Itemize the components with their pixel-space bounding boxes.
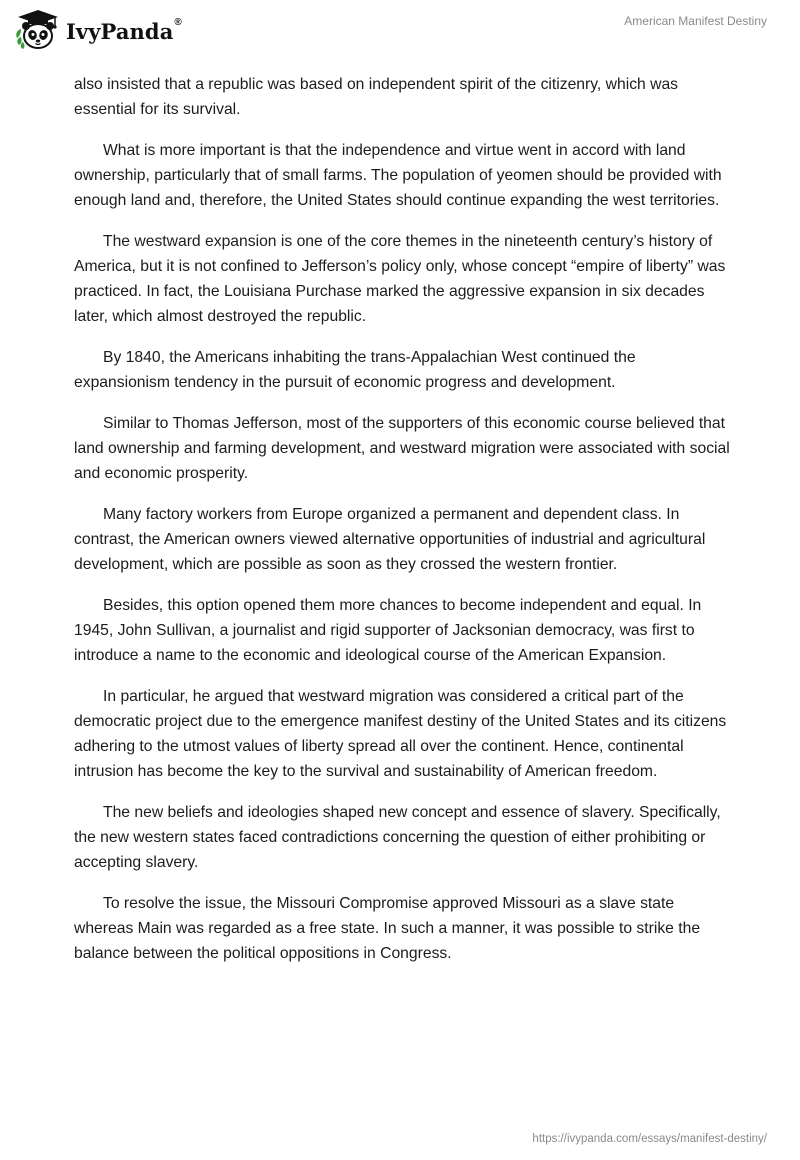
- paragraph: To resolve the issue, the Missouri Compromise approved Missouri as a slave state whereas Main was regarded as a free state. In such a manner, it was possible to strike the balance between the political oppositions in Congress.: [74, 895, 701, 962]
- paragraph: Similar to Thomas Jefferson, most of the supporters of this economic course believed that land ownership and farming development, and westward migration were associated with social and economic prosperity.: [74, 415, 730, 482]
- registered-mark: ®: [174, 16, 182, 28]
- paragraph: By 1840, the Americans inhabiting the trans-Appalachian West continued the expansionism tendency in the pursuit of economic progress and development.: [74, 349, 636, 391]
- paragraph: What is more important is that the independence and virtue went in accord with land ownership, particularly that of small farms. The population of yeomen should be provided with enough land and, therefore, the United States should continue expanding the west territories.: [74, 142, 722, 209]
- paragraph: Besides, this option opened them more chances to become independent and equal. In 1945, John Sullivan, a journalist and rigid supporter of Jacksonian democracy, was first to introduce a name to the economic and ideological course of the American Expansion.: [74, 597, 702, 664]
- source-url[interactable]: https://ivypanda.com/essays/manifest-destiny/: [532, 1133, 767, 1145]
- paragraph: Many factory workers from Europe organized a permanent and dependent class. In contrast, the American owners viewed alternative opportunities of industrial and agricultural development, which are possible as soon as they crossed the western frontier.: [74, 506, 706, 573]
- panda-logo-icon: [14, 8, 62, 52]
- paragraph: The westward expansion is one of the core themes in the nineteenth century’s history of America, but it is not confined to Jefferson’s policy only, whose concept “empire of liberty” was practiced. In fact, the Louisiana Purchase marked the aggressive expansion in six decades later, which almost destroyed the republic.: [74, 233, 726, 325]
- logo-wordmark: IvyPanda®: [66, 16, 182, 44]
- document-title: American Manifest Destiny: [624, 14, 767, 28]
- paragraph: The new beliefs and ideologies shaped new concept and essence of slavery. Specifically, the new western states faced contradictions concerning the question of either prohibiting or accepting slavery.: [74, 804, 721, 871]
- page-header: [0, 0, 800, 60]
- paragraph: also insisted that a republic was based on independent spirit of the citizenry, which was essential for its survival.: [74, 76, 679, 118]
- essay-body: [74, 72, 734, 982]
- ivypanda-logo[interactable]: [14, 8, 182, 52]
- paragraph: In particular, he argued that westward migration was considered a critical part of the democratic project due to the emergence manifest destiny of the United States and its citizens adhering to the utmost values of liberty spread all over the continent. Hence, continental intrusion has become the key to the survival and sustainability of American freedom.: [74, 688, 727, 780]
